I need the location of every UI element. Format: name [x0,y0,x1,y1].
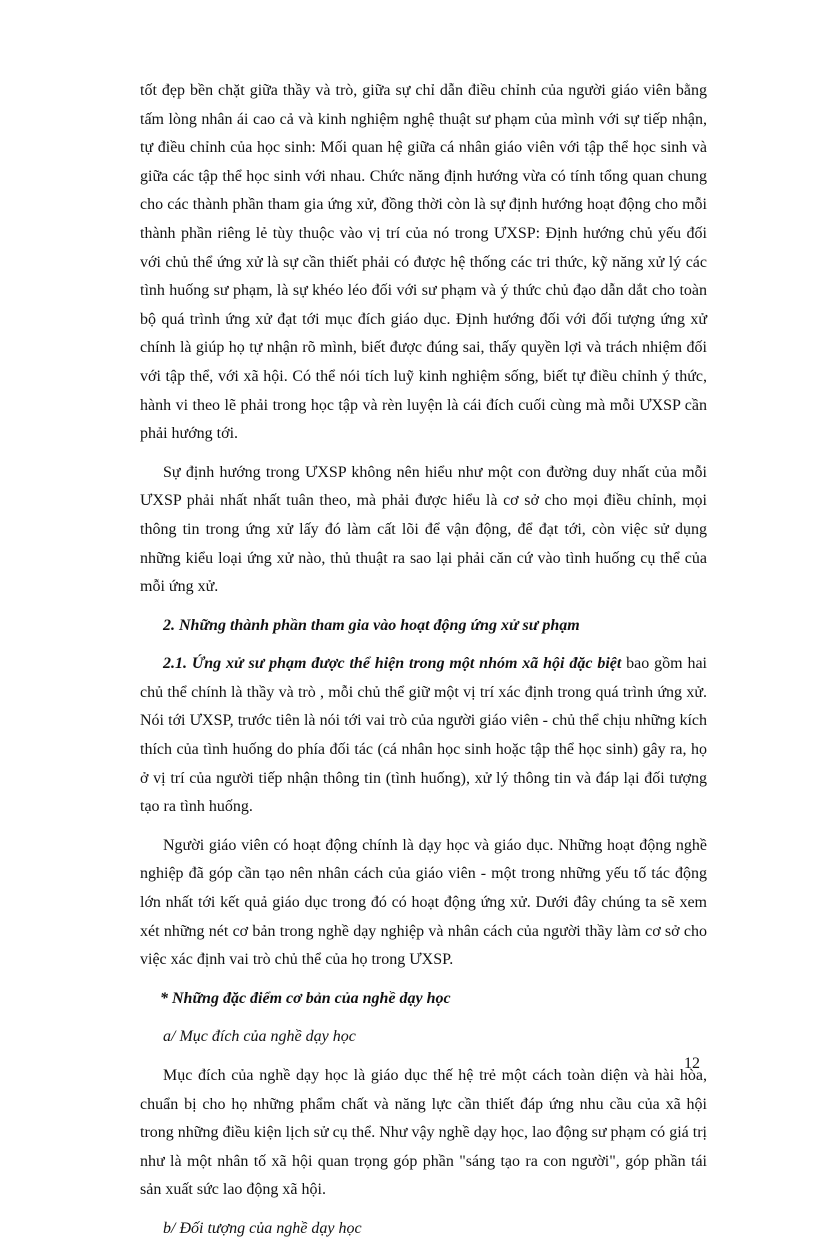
paragraph-teaching-purpose: Mục đích của nghề dạy học là giáo dục thế hệ trẻ một cách toàn diện và hài hòa, chuẩn bị cho họ những phẩm chất và năng lực cần thiết đáp ứng nhu cầu của xã hội trong những điều kiện lịch sử cụ thể. Như vậy nghề dạy học, lao động sư phạm có giá trị như là một nhân tố xã hội quan trọng góp phần "sáng tạo ra con người", góp phần tái sản xuất sức lao động xã hội. [140,1067,707,1199]
paragraph-orientation-meaning: Sự định hướng trong ƯXSP không nên hiểu như một con đường duy nhất của mỗi ƯXSP phải nhất nhất tuân theo, mà phải được hiểu là cơ sở cho mọi điều chỉnh, mọi thông tin trong ứng xử lấy đó làm cất lõi để vận động, để đạt tới, còn việc sử dụng những kiểu loại ứng xử nào, thủ thuật ra sao lại phải căn cứ vào tình huống cụ thể của mỗi ứng xử. [140,463,707,596]
subheading-purpose: a/ Mục đích của nghề dạy học [163,1028,356,1046]
paragraph-teacher-role: Người giáo viên có hoạt động chính là dạy học và giáo dục. Những hoạt động nghề nghiệp đã góp cần tạo nên nhân cách của giáo viên - một trong những yếu tố tác động lớn nhất tới kết quả giáo dục trong đó có hoạt động ứng xử. Dưới đây chúng ta sẽ xem xét những nét cơ bản trong nghề dạy nghiệp và nhân cách của người thầy làm cơ sở cho việc xác định vai trò chủ thể của họ trong ƯXSP. [140,836,707,969]
subheading-object: b/ Đối tượng của nghề dạy học [163,1219,362,1237]
section-heading-2 [140,612,707,641]
page-body [140,77,707,1244]
paragraph-orientation-function: tốt đẹp bền chặt giữa thầy và trò, giữa sự chỉ dẫn điều chỉnh của người giáo viên bằng tấm lòng nhân ái cao cả và kinh nghiệm nghệ thuật sư phạm của mình với sự tiếp nhận, tự điều chỉnh của học sinh: Mối quan hệ giữa cá nhân giáo viên với tập thể học sinh và giữa các tập thể học sinh với nhau. Chức năng định hướng vừa có tính tổng quan chung cho các thành phần tham gia ứng xử, đồng thời còn là sự định hướng hoạt động cho mỗi thành phần riêng lẻ tùy thuộc vào vị trí của nó trong ƯXSP: Định hướng chủ yếu đối với chủ thể ứng xử là sự cần thiết phải có được hệ thống các tri thức, kỹ năng xử lý các tình huống sư phạm, là sự khéo léo đối với sư phạm và ý thức chủ đạo dẫn dắt cho toàn bộ quá trình ứng xử đạt tới mục đích giáo dục. Định hướng đối với đối tượng ứng xử chính là giúp họ tự nhận rõ mình, biết được đúng sai, thấy quyền lợi và trách nhiệm đối với tập thể, với xã hội. Có thể nói tích luỹ kinh nghiệm sống, biết tự điều chỉnh ý thức, hành vi theo lẽ phải trong học tập và rèn luyện là cái đích cuối cùng mà mỗi ƯXSP cần phải hướng tới. [140,82,707,443]
section-2-1-text: bao gồm hai chủ thể chính là thầy và trò , mỗi chủ thể giữ một vị trí xác định trong quá trình ứng xử. Nói tới ƯXSP, trước tiên là nói tới vai trò của người giáo viên - chủ thể chịu những kích thích của tình huống do phía đối tác (cá nhân học sinh hoặc tập thể học sinh) gây ra, họ ở vị trí của người tiếp nhận thông tin (tình huống), xử lý thông tin và đáp lại đối tượng tạo ra tình huống. [140,655,707,816]
section-heading-2-text: 2. Những thành phần tham gia vào hoạt động ứng xử sư phạm [163,616,580,634]
section-2-1-lead: 2.1. Ứng xử sư phạm được thể hiện trong một nhóm xã hội đặc biệt [163,655,622,673]
section-2-1-paragraph [140,650,707,822]
page-number: 12 [684,1055,700,1072]
heading-teaching-features: * Những đặc điểm cơ bản của nghề dạy học [160,989,451,1007]
